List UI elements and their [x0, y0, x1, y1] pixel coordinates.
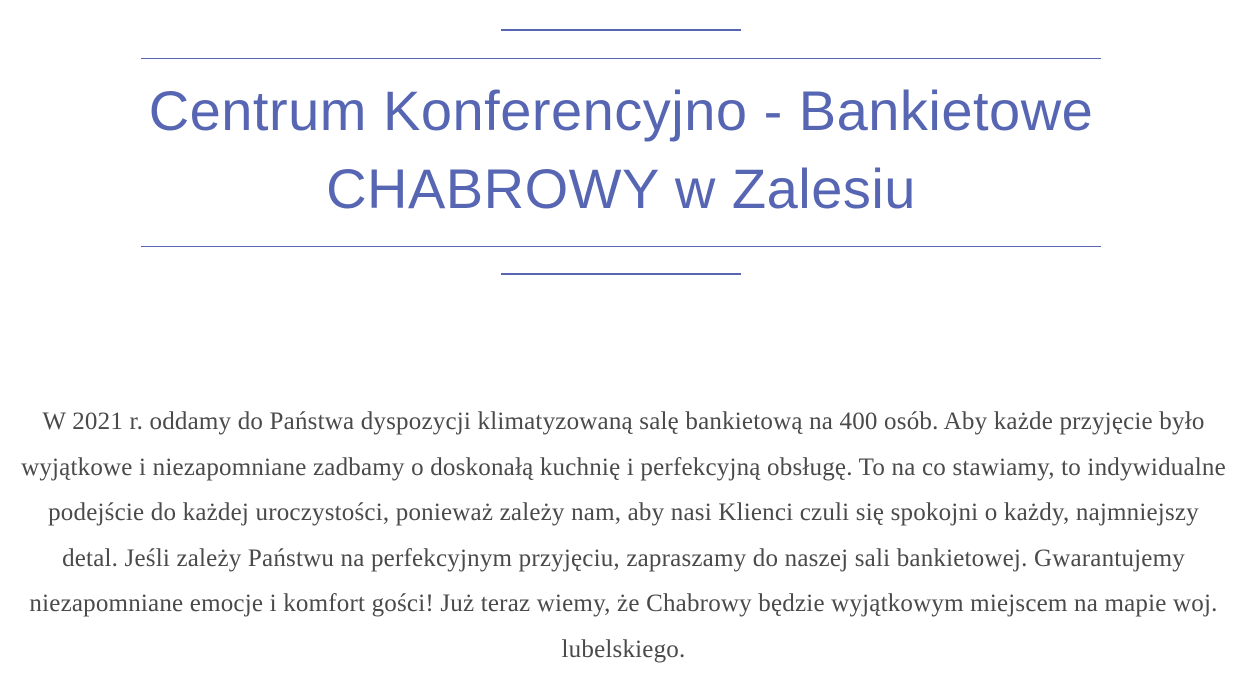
decorative-short-rule-bottom — [501, 273, 741, 275]
page-title-line-2: CHABROWY w Zalesiu — [326, 157, 916, 220]
decorative-long-rule-bottom — [141, 246, 1101, 247]
page-title — [141, 72, 1101, 228]
intro-paragraph: W 2021 r. oddamy do Państwa dyspozycji klimatyzowaną salę bankietową na 400 osób. Aby każde przyjęcie było wyjątkowe i niezapomniane zadbamy o doskonałą kuchnię i perfekcyjną obsługę. To na co stawiamy, to indywidualne podejście do każdej uroczystości, ponieważ zależy nam, aby nasi Klienci czuli się spokojni o każdy, najmniejszy detal. Jeśli zależy Państwu na perfekcyjnym przyjęciu, zapraszamy do naszej sali bankietowej. Gwarantujemy niezapomniane emocje i komfort gości! Już teraz wiemy, że Chabrowy będzie wyjątkowym miejscem na mapie woj. lubelskiego. — [21, 408, 1226, 663]
decorative-long-rule-top — [141, 58, 1101, 59]
page-title-line-1: Centrum Konferencyjno - Bankietowe — [148, 79, 1094, 142]
decorative-short-rule-top — [501, 29, 741, 31]
